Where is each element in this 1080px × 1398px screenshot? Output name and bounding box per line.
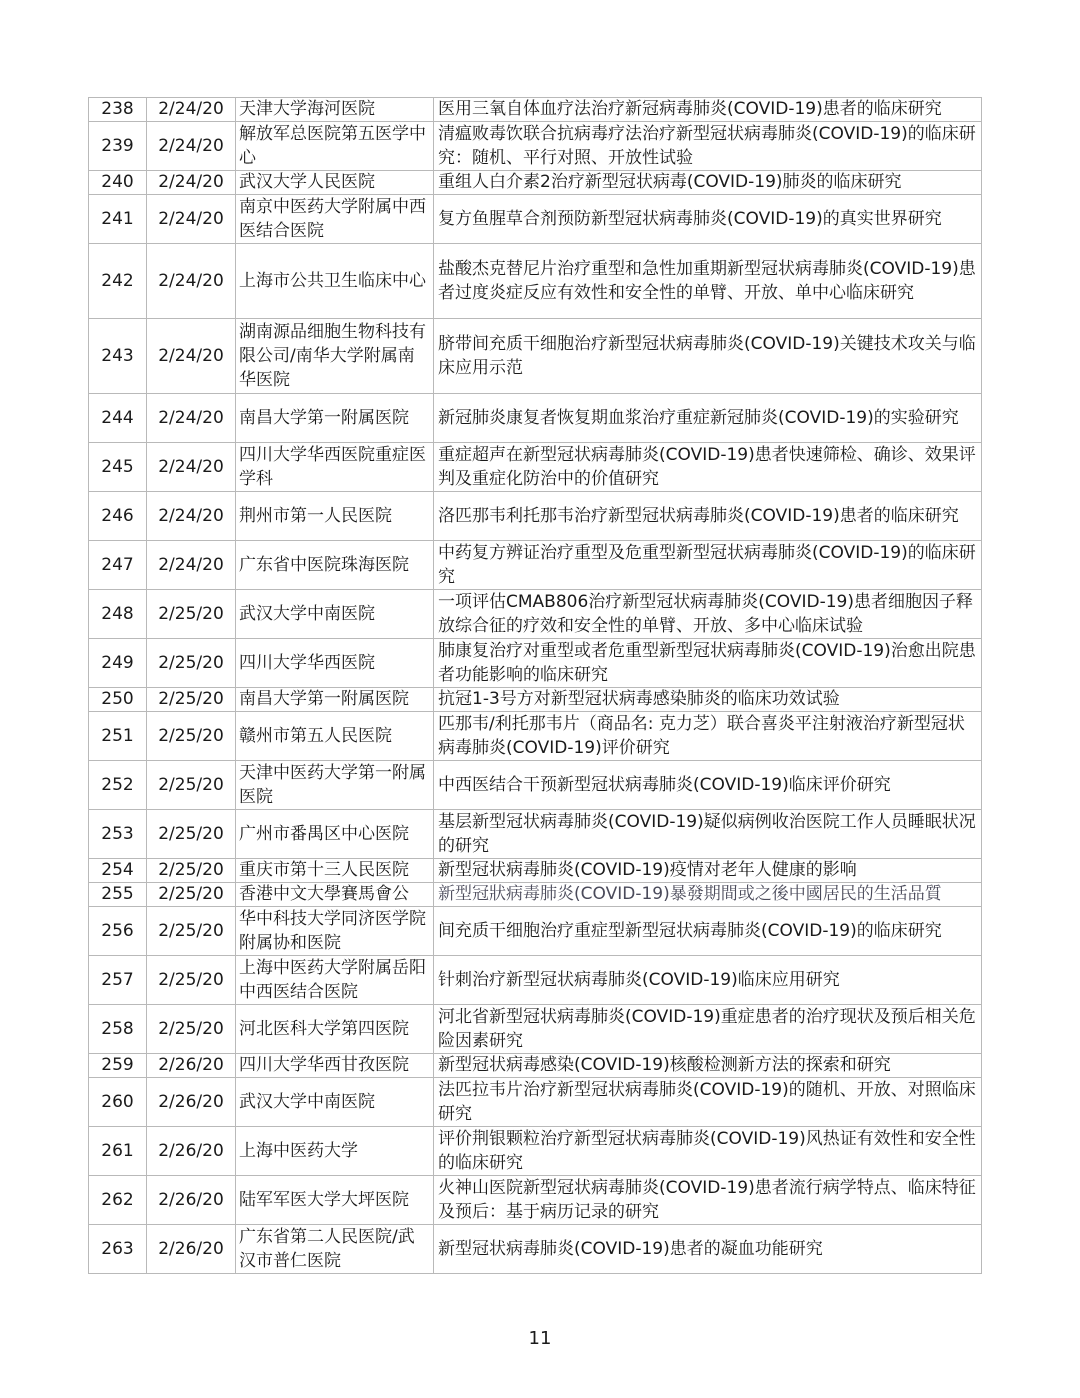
table-row: [89, 122, 982, 171]
row-title: 复方鱼腥草合剂预防新型冠状病毒肺炎(COVID-19)的真实世界研究: [434, 195, 982, 244]
row-title: 基层新型冠状病毒肺炎(COVID-19)疑似病例收治医院工作人员睡眠状况的研究: [434, 810, 982, 859]
row-institution: 陆军军医大学大坪医院: [236, 1176, 434, 1225]
row-date: 2/25/20: [147, 590, 236, 639]
row-title: 盐酸杰克替尼片治疗重型和急性加重期新型冠状病毒肺炎(COVID-19)患者过度炎症反应有效性和安全性的单臂、开放、单中心临床研究: [434, 244, 982, 319]
table-row: [89, 956, 982, 1005]
table-row: [89, 1078, 982, 1127]
row-institution: 广东省中医院珠海医院: [236, 541, 434, 590]
row-title: 新冠肺炎康复者恢复期血浆治疗重症新冠肺炎(COVID-19)的实验研究: [434, 394, 982, 443]
row-institution: 武汉大学中南医院: [236, 1078, 434, 1127]
page-number: 11: [528, 1328, 552, 1349]
row-date: 2/25/20: [147, 712, 236, 761]
row-institution: 华中科技大学同济医学院附属协和医院: [236, 907, 434, 956]
row-title: 匹那韦/利托那韦片（商品名: 克力芝）联合喜炎平注射液治疗新型冠状病毒肺炎(COVID-19)评价研究: [434, 712, 982, 761]
row-number: 242: [89, 244, 147, 319]
table-row: [89, 1005, 982, 1054]
table-row: [89, 319, 982, 394]
row-title: 医用三氧自体血疗法治疗新冠病毒肺炎(COVID-19)患者的临床研究: [434, 98, 982, 122]
table-row: [89, 639, 982, 688]
row-institution: 河北医科大学第四医院: [236, 1005, 434, 1054]
row-date: 2/26/20: [147, 1054, 236, 1078]
row-date: 2/26/20: [147, 1225, 236, 1274]
row-title: 评价荆银颗粒治疗新型冠状病毒肺炎(COVID-19)风热证有效性和安全性的临床研究: [434, 1127, 982, 1176]
row-date: 2/24/20: [147, 122, 236, 171]
table-row: [89, 1054, 982, 1078]
row-number: 258: [89, 1005, 147, 1054]
row-number: 251: [89, 712, 147, 761]
row-institution: 广东省第二人民医院/武汉市普仁医院: [236, 1225, 434, 1274]
row-title: 火神山医院新型冠状病毒肺炎(COVID-19)患者流行病学特点、临床特征及预后：基于病历记录的研究: [434, 1176, 982, 1225]
row-title: 抗冠1-3号方对新型冠状病毒感染肺炎的临床功效试验: [434, 688, 982, 712]
table-row: [89, 443, 982, 492]
row-number: 248: [89, 590, 147, 639]
row-institution: 四川大学华西医院: [236, 639, 434, 688]
row-date: 2/25/20: [147, 1005, 236, 1054]
row-date: 2/24/20: [147, 319, 236, 394]
row-number: 263: [89, 1225, 147, 1274]
row-title: 肺康复治疗对重型或者危重型新型冠状病毒肺炎(COVID-19)治愈出院患者功能影响的临床研究: [434, 639, 982, 688]
table-row: [89, 98, 982, 122]
row-date: 2/24/20: [147, 492, 236, 541]
row-institution: 重庆市第十三人民医院: [236, 859, 434, 883]
table-row: [89, 590, 982, 639]
row-institution: 天津中医药大学第一附属医院: [236, 761, 434, 810]
row-date: 2/24/20: [147, 195, 236, 244]
row-number: 240: [89, 171, 147, 195]
row-institution: 南京中医药大学附属中西医结合医院: [236, 195, 434, 244]
row-institution: 广州市番禺区中心医院: [236, 810, 434, 859]
row-title: 洛匹那韦利托那韦治疗新型冠状病毒肺炎(COVID-19)患者的临床研究: [434, 492, 982, 541]
row-date: 2/24/20: [147, 394, 236, 443]
row-date: 2/26/20: [147, 1078, 236, 1127]
row-date: 2/25/20: [147, 956, 236, 1005]
row-title: 新型冠状病毒肺炎(COVID-19)疫情对老年人健康的影响: [434, 859, 982, 883]
table-row: [89, 712, 982, 761]
row-number: 260: [89, 1078, 147, 1127]
table-row: [89, 1225, 982, 1274]
row-title: 新型冠状病毒感染(COVID-19)核酸检测新方法的探索和研究: [434, 1054, 982, 1078]
row-number: 239: [89, 122, 147, 171]
row-date: 2/25/20: [147, 859, 236, 883]
row-date: 2/25/20: [147, 883, 236, 907]
row-number: 243: [89, 319, 147, 394]
row-number: 261: [89, 1127, 147, 1176]
row-institution: 赣州市第五人民医院: [236, 712, 434, 761]
row-number: 252: [89, 761, 147, 810]
table-row: [89, 195, 982, 244]
table-row: [89, 171, 982, 195]
row-institution: 四川大学华西医院重症医学科: [236, 443, 434, 492]
row-institution: 四川大学华西甘孜医院: [236, 1054, 434, 1078]
row-number: 259: [89, 1054, 147, 1078]
row-institution: 武汉大学中南医院: [236, 590, 434, 639]
row-date: 2/25/20: [147, 688, 236, 712]
table-row: [89, 1127, 982, 1176]
row-institution: 荆州市第一人民医院: [236, 492, 434, 541]
table-row: [89, 492, 982, 541]
row-title: 间充质干细胞治疗重症型新型冠状病毒肺炎(COVID-19)的临床研究: [434, 907, 982, 956]
row-number: 245: [89, 443, 147, 492]
row-date: 2/25/20: [147, 761, 236, 810]
row-title: 脐带间充质干细胞治疗新型冠状病毒肺炎(COVID-19)关键技术攻关与临床应用示范: [434, 319, 982, 394]
row-date: 2/26/20: [147, 1176, 236, 1225]
table-row: [89, 1176, 982, 1225]
row-institution: 武汉大学人民医院: [236, 171, 434, 195]
row-number: 257: [89, 956, 147, 1005]
row-institution: 南昌大学第一附属医院: [236, 688, 434, 712]
row-institution: 南昌大学第一附属医院: [236, 394, 434, 443]
table-row: [89, 883, 982, 907]
row-title: 河北省新型冠状病毒肺炎(COVID-19)重症患者的治疗现状及预后相关危险因素研究: [434, 1005, 982, 1054]
row-title: 重组人白介素2治疗新型冠状病毒(COVID-19)肺炎的临床研究: [434, 171, 982, 195]
table-row: [89, 394, 982, 443]
table-row: [89, 810, 982, 859]
row-institution: 湖南源品细胞生物科技有限公司/南华大学附属南华医院: [236, 319, 434, 394]
row-title: 中西医结合干预新型冠状病毒肺炎(COVID-19)临床评价研究: [434, 761, 982, 810]
row-date: 2/24/20: [147, 171, 236, 195]
row-institution: 香港中文大學賽馬會公: [236, 883, 434, 907]
row-date: 2/26/20: [147, 1127, 236, 1176]
row-number: 250: [89, 688, 147, 712]
row-date: 2/24/20: [147, 443, 236, 492]
row-number: 256: [89, 907, 147, 956]
row-number: 254: [89, 859, 147, 883]
row-date: 2/25/20: [147, 810, 236, 859]
trials-table: [88, 97, 982, 1274]
row-number: 255: [89, 883, 147, 907]
row-institution: 天津大学海河医院: [236, 98, 434, 122]
row-title: 针刺治疗新型冠状病毒肺炎(COVID-19)临床应用研究: [434, 956, 982, 1005]
row-number: 249: [89, 639, 147, 688]
row-date: 2/24/20: [147, 98, 236, 122]
table-row: [89, 859, 982, 883]
row-title: 新型冠狀病毒肺炎(COVID-19)暴發期間或之後中國居民的生活品質: [434, 883, 982, 907]
row-institution: 解放军总医院第五医学中心: [236, 122, 434, 171]
row-number: 246: [89, 492, 147, 541]
row-title: 中药复方辨证治疗重型及危重型新型冠状病毒肺炎(COVID-19)的临床研究: [434, 541, 982, 590]
row-title: 新型冠状病毒肺炎(COVID-19)患者的凝血功能研究: [434, 1225, 982, 1274]
row-date: 2/24/20: [147, 244, 236, 319]
row-title: 清瘟败毒饮联合抗病毒疗法治疗新型冠状病毒肺炎(COVID-19)的临床研究：随机、平行对照、开放性试验: [434, 122, 982, 171]
row-number: 241: [89, 195, 147, 244]
row-institution: 上海中医药大学: [236, 1127, 434, 1176]
row-number: 262: [89, 1176, 147, 1225]
row-date: 2/24/20: [147, 541, 236, 590]
row-number: 244: [89, 394, 147, 443]
row-title: 法匹拉韦片治疗新型冠状病毒肺炎(COVID-19)的随机、开放、对照临床研究: [434, 1078, 982, 1127]
row-number: 253: [89, 810, 147, 859]
row-title: 一项评估CMAB806治疗新型冠状病毒肺炎(COVID-19)患者细胞因子释放综合征的疗效和安全性的单臂、开放、多中心临床试验: [434, 590, 982, 639]
table-row: [89, 541, 982, 590]
table-row: [89, 688, 982, 712]
table-body: [89, 98, 982, 1274]
row-title: 重症超声在新型冠状病毒肺炎(COVID-19)患者快速筛检、确诊、效果评判及重症化防治中的价值研究: [434, 443, 982, 492]
table-row: [89, 761, 982, 810]
row-number: 238: [89, 98, 147, 122]
row-date: 2/25/20: [147, 907, 236, 956]
row-number: 247: [89, 541, 147, 590]
row-date: 2/25/20: [147, 639, 236, 688]
row-institution: 上海市公共卫生临床中心: [236, 244, 434, 319]
table-row: [89, 907, 982, 956]
table-row: [89, 244, 982, 319]
row-institution: 上海中医药大学附属岳阳中西医结合医院: [236, 956, 434, 1005]
